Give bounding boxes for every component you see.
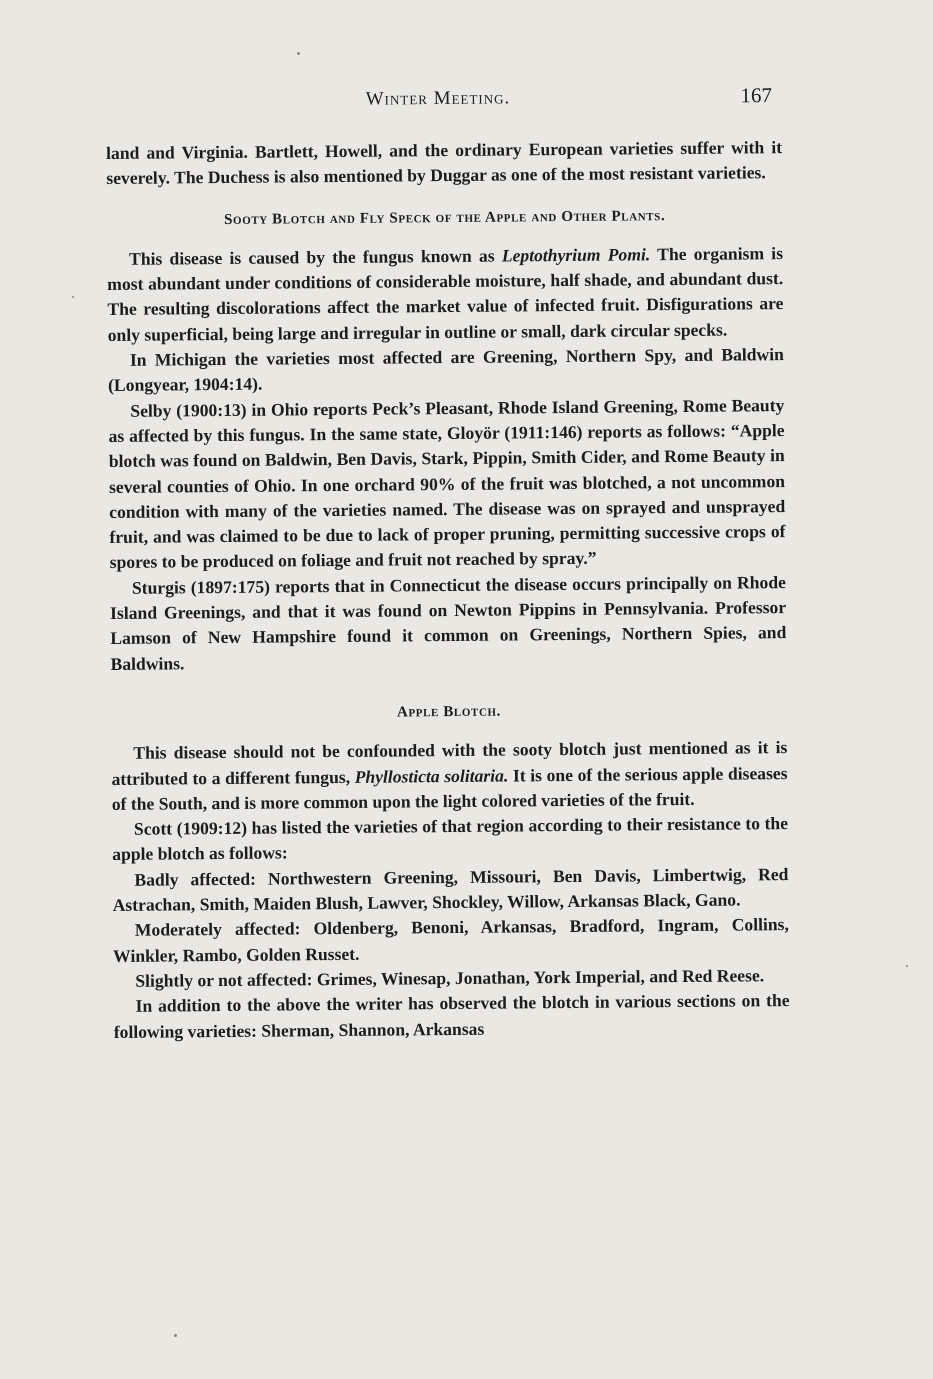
ink-speck <box>906 965 908 967</box>
ink-speck <box>72 296 74 298</box>
page-number: 167 <box>740 83 773 108</box>
page-body <box>106 135 790 1045</box>
species-name: Phyllosticta solitaria. <box>354 765 509 787</box>
paragraph: In addition to the above the writer has observed the blotch in various sections on the following varieties: Sherman, Shannon, Arkansas <box>113 990 790 1042</box>
paragraph <box>107 241 784 348</box>
page-header <box>104 85 772 121</box>
paragraph: Scott (1909:12) has listed the varieties of that region according to their resistance to the apple blotch as follows: <box>112 813 789 865</box>
paragraph-text: This disease is caused by the fungus known as <box>128 245 502 269</box>
section-heading-sooty-blotch: Sooty Blotch and Fly Speck of the Apple and Other Plants. <box>223 207 666 228</box>
paragraph-text: This disease should not be confounded with the sooty blotch just mentioned as it is attributed to a different fungus, <box>111 737 788 789</box>
paragraph: Slightly or not affected: Grimes, Winesap, Jonathan, York Imperial, and Red Reese. <box>135 965 765 991</box>
ink-speck <box>174 1334 177 1337</box>
species-name: Leptothyrium Pomi. <box>501 244 651 266</box>
paragraph-text: It is one of the serious apple diseases of the South, and is more common upon the light colored varieties of the fruit. <box>111 762 788 814</box>
paragraph: Badly affected: Northwestern Greening, Missouri, Ben Davis, Limbertwig, Red Astrachan, Smith, Maiden Blush, Lawver, Shockley, Willow, Arkansas Black, Gano. <box>112 863 789 915</box>
section-heading-apple-blotch: Apple Blotch. <box>396 703 502 721</box>
running-head: Winter Meeting. <box>365 87 511 110</box>
paragraph: Moderately affected: Oldenberg, Benoni, Arkansas, Bradford, Ingram, Collins, Winkler, Rambo, Golden Russet. <box>113 914 789 966</box>
ink-speck <box>297 52 300 55</box>
paragraph <box>111 735 788 817</box>
paragraph: Sturgis (1897:175) reports that in Connecticut the disease occurs principally on Rhode Island Greenings, and that it was found on Newton Pippins in Pennsylvania. Professor Lamson of New Hampshire found it common on Greenings, Northern Spies, and Baldwins. <box>110 571 787 674</box>
paragraph: Selby (1900:13) in Ohio reports Peck’s Pleasant, Rhode Island Greening, Rome Beauty as affected by this fungus. In the same state, Gloyör (1911:146) reports as follows: “Apple blotch was found on Baldwin, Ben Davis, Stark, Pippin, Smith Cider, and Rome Beauty in several counties of Ohio. In one orchard 90% of the fruit was blotched, a not uncommon condition with many of the varieties named. The disease was on sprayed and unsprayed fruit, and was claimed to be due to lack of proper pruning, permitting successive crops of spores to be produced on foliage and fruit not reached by spray.” <box>108 394 786 573</box>
paragraph: In Michigan the varieties most affected are Greening, Northern Spy, and Baldwin (Longyear, 1904:14). <box>108 344 784 396</box>
continuation-paragraph: land and Virginia. Bartlett, Howell, and the ordinary European varieties suffer with it severely. The Duchess is also mentioned by Duggar as one of the most resistant varieties. <box>106 137 783 189</box>
paragraph-text: The organism is most abundant under conditions of considerable moisture, half shade, and abundant dust. The resulting discolorations affect the market value of infected fruit. Disfigurations are only superficial, being large and irregular in outline or small, dark circular specks. <box>107 242 784 345</box>
